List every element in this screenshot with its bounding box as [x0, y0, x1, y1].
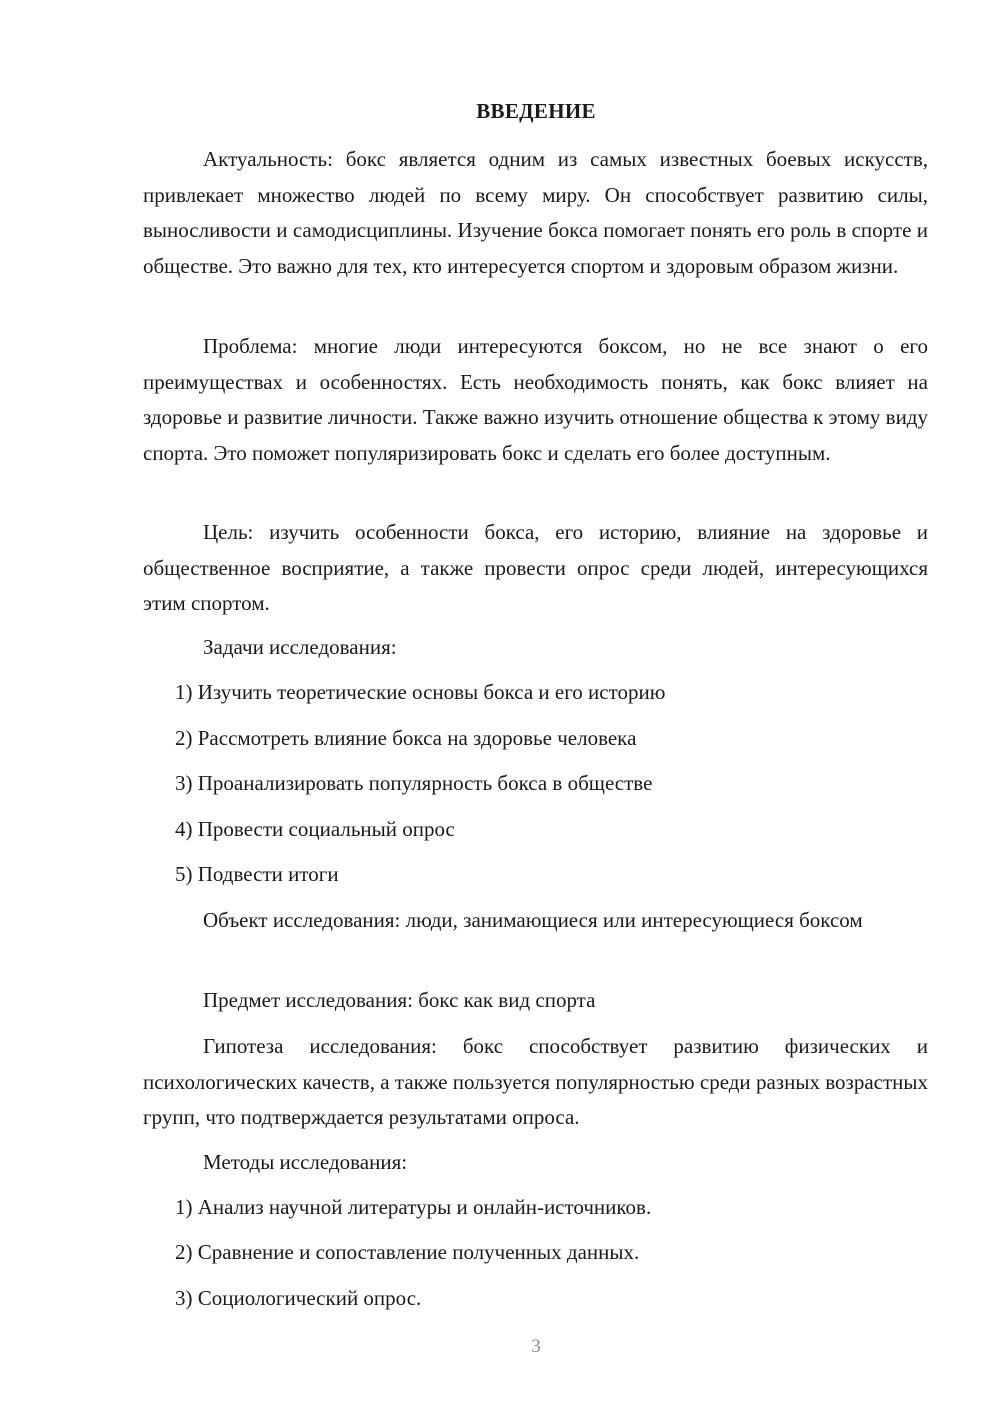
- task-item: 5) Подвести итоги: [175, 862, 339, 886]
- task-item: 3) Проанализировать популярность бокса в обществе: [175, 771, 653, 795]
- object-paragraph: Объект исследования: люди, занимающиеся или интересующиеся боксом: [203, 908, 863, 932]
- task-item: 4) Провести социальный опрос: [175, 817, 455, 841]
- task-item: 2) Рассмотреть влияние бокса на здоровье человека: [175, 726, 637, 750]
- subject-paragraph: Предмет исследования: бокс как вид спорта: [203, 988, 596, 1012]
- page-number: 3: [531, 1336, 541, 1357]
- relevance-paragraph: Актуальность: бокс является одним из самых известных боевых искусств, привлекает множество людей по всему миру. Он способствует развитию силы, выносливости и самодисциплины. Изучение бокса помогает понять его роль в спорте и обществе. Это важно для тех, кто интересуется спортом и здоровым образом жизни.: [143, 147, 928, 278]
- hypothesis-paragraph: Гипотеза исследования: бокс способствует развитию физических и психологических качеств, а также пользуется популярностью среди разных возрастных групп, что подтверждается результатами опроса.: [143, 1034, 928, 1129]
- task-item: 1) Изучить теоретические основы бокса и его историю: [175, 680, 666, 704]
- tasks-label: Задачи исследования:: [203, 635, 397, 659]
- method-item: 3) Социологический опрос.: [175, 1286, 422, 1310]
- page-title: ВВЕДЕНИЕ: [476, 99, 596, 123]
- method-item: 2) Сравнение и сопоставление полученных данных.: [175, 1240, 640, 1264]
- methods-label: Методы исследования:: [203, 1150, 408, 1174]
- method-item: 1) Анализ научной литературы и онлайн-источников.: [175, 1195, 652, 1219]
- goal-paragraph: Цель: изучить особенности бокса, его историю, влияние на здоровье и общественное восприятие, а также провести опрос среди людей, интересующихся этим спортом.: [143, 520, 928, 615]
- problem-paragraph: Проблема: многие люди интересуются боксом, но не все знают о его преимуществах и особенностях. Есть необходимость понять, как бокс влияет на здоровье и развитие личности. Также важно изучить отношение общества к этому виду спорта. Это поможет популяризировать бокс и сделать его более доступным.: [143, 334, 928, 465]
